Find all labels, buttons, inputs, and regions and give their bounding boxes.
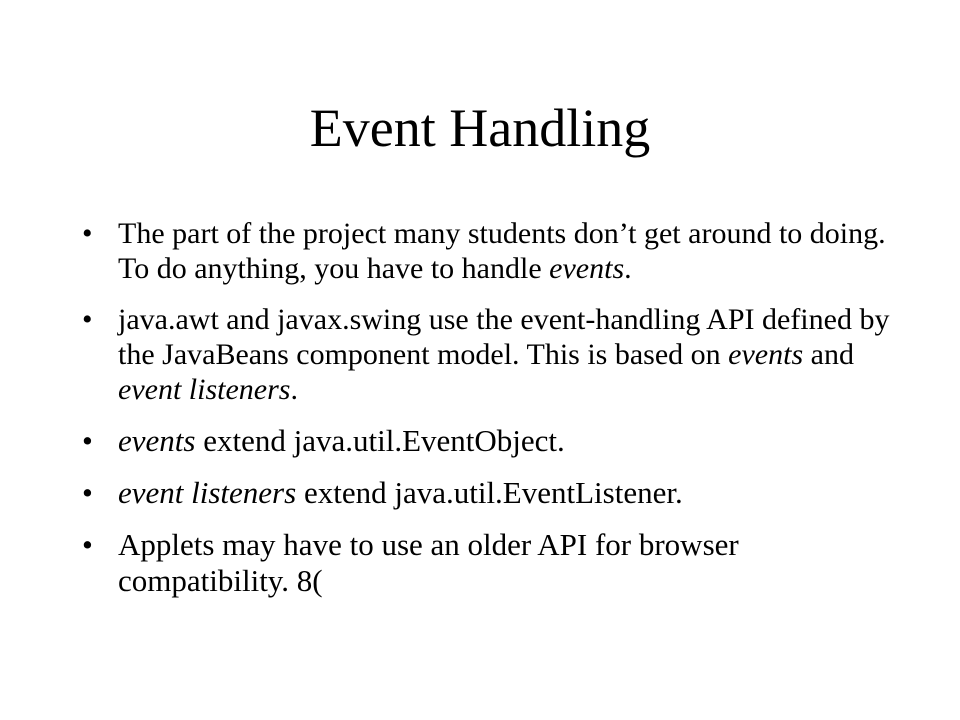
bullet-text xyxy=(118,475,900,511)
bullet-icon: • xyxy=(82,217,93,250)
bullet-icon: • xyxy=(82,475,93,510)
text-segment: extend java.util.EventListener. xyxy=(296,475,683,510)
slide-title: Event Handling xyxy=(309,98,651,158)
bullet-item-project xyxy=(80,216,900,286)
bullet-text xyxy=(118,527,900,599)
bullet-item-javabeans xyxy=(80,302,900,407)
italic-segment: events xyxy=(118,423,196,458)
text-segment: extend java.util.EventObject. xyxy=(195,423,565,458)
bullet-icon: • xyxy=(82,303,93,336)
bullet-icon: • xyxy=(82,527,93,562)
bullet-item-listeners xyxy=(80,475,900,511)
bullet-item-applets xyxy=(80,527,900,599)
italic-segment: event listeners xyxy=(118,373,291,406)
bullet-text xyxy=(118,423,900,459)
text-segment: Applets may have to use an older API for browser compatibility. 8( xyxy=(118,527,739,598)
italic-segment: events xyxy=(549,252,625,285)
text-segment: . xyxy=(290,373,298,406)
text-segment: The part of the project many students don’t get around to doing. To do anything, you have to handle xyxy=(118,217,886,285)
bullet-list xyxy=(80,216,900,615)
text-segment: and xyxy=(803,338,854,371)
bullet-icon: • xyxy=(82,423,93,458)
italic-segment: events xyxy=(728,338,804,371)
text-segment: java.awt and javax.swing use the event-handling API defined by the JavaBeans component model. This is based on xyxy=(118,303,890,371)
italic-segment: event listeners xyxy=(118,475,297,510)
bullet-text xyxy=(118,302,900,407)
bullet-text xyxy=(118,216,900,286)
text-segment: . xyxy=(624,252,632,285)
bullet-item-events xyxy=(80,423,900,459)
